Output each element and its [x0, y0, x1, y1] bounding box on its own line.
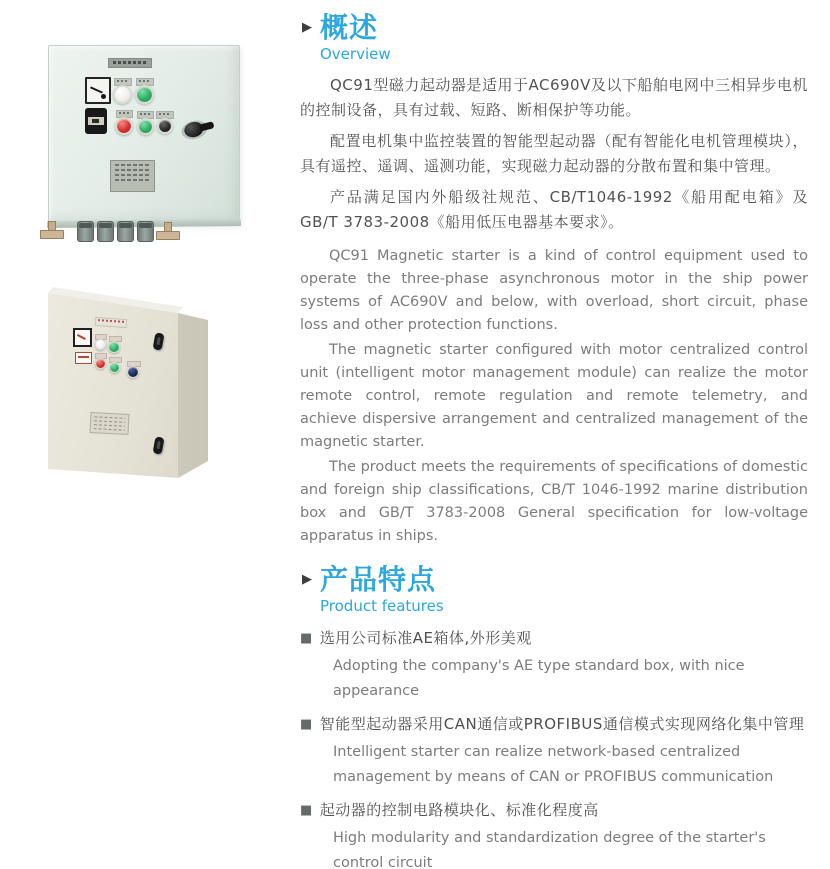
feature-zh-text: 选用公司标准AE箱体,外形美观 [319, 629, 532, 647]
product-photo-perspective-view [40, 275, 220, 487]
ammeter [73, 328, 92, 347]
feature-en-text: High modularity and standardization degree of the starter's control circuit [333, 830, 766, 869]
ammeter-needle [90, 86, 102, 93]
feature-zh-line [300, 797, 808, 824]
feature-item [300, 625, 808, 704]
overview-en-paragraph: The magnetic starter configured with motor centralized control unit (intelligent motor management module) can realize the motor remote control, remote regulation and remote telemetry, and achieve dispersive arrangement and centralized management of the magnetic starter. [300, 342, 808, 450]
power-indicator-lamp [113, 85, 132, 104]
feature-zh-text: 起动器的控制电路模块化、标准化程度高 [319, 801, 599, 819]
overview-heading [300, 12, 808, 63]
overview-zh-paragraph: 产品满足国内外船级社规范、CB/T1046-1992《船用配电箱》及GB/T 3783-2008《船用低压电器基本要求》。 [300, 188, 808, 231]
ammeter [85, 77, 111, 104]
cable-gland [117, 221, 134, 242]
feature-item [300, 711, 808, 790]
test-button [127, 366, 139, 378]
overview-english-paragraphs [300, 245, 808, 548]
stop-button [95, 358, 106, 369]
square-bullet-icon: ■ [300, 717, 313, 732]
features-title-en: Product features [320, 597, 444, 615]
square-bullet-icon: ■ [300, 631, 313, 646]
features-section [300, 564, 808, 869]
feature-en-text: Adopting the company's AE type standard box, with nice appearance [333, 658, 745, 699]
overview-en-paragraph: The product meets the requirements of specifications of domestic and foreign ship classifications, CB/T 1046-1992 marine distribution box and GB/T 3783-2008 General specification for low-voltage apparatus in ships. [300, 459, 808, 544]
stop-button [115, 117, 133, 135]
product-photo-front-view [36, 40, 276, 250]
ammeter-pivot [101, 94, 106, 99]
mounting-foot [40, 221, 62, 239]
power-indicator-lamp [95, 339, 106, 350]
start-button [109, 362, 120, 373]
overview-title-en: Overview [320, 45, 391, 63]
run-indicator-lamp [108, 341, 120, 353]
ammeter-needle [77, 334, 86, 340]
feature-zh-line [300, 711, 808, 738]
features-title-zh: 产品特点 [320, 563, 437, 596]
mounting-foot [156, 222, 178, 240]
overview-en-paragraph: QC91 Magnetic starter is a kind of control equipment used to operate the three-phase asynchronous motor in the ship power systems of AC690V and below, with overload, short circuit, phase loss and other protection functions. [300, 248, 808, 333]
test-button [157, 118, 173, 134]
feature-zh-text: 智能型起动器采用CAN通信或PROFIBUS通信模式实现网络化集中管理 [319, 715, 805, 733]
section-arrow-icon: ▶ [302, 572, 312, 587]
features-heading [300, 564, 808, 615]
overview-zh-paragraph: 配置电机集中监控装置的智能型起动器（配有智能化电机管理模块），具有遥控、遥调、遥测功能，实现磁力起动器的分散布置和集中管理。 [300, 132, 808, 175]
start-button [137, 118, 154, 135]
overview-chinese-paragraphs [300, 73, 808, 235]
cable-gland [137, 221, 154, 242]
feature-item [300, 797, 808, 869]
circuit-breaker-window [85, 108, 107, 134]
nameplate [89, 412, 129, 435]
content-column [300, 12, 808, 869]
overview-section [300, 12, 808, 548]
overview-zh-paragraph: QC91型磁力起动器是适用于AC690V及以下船舶电网中三相异步电机的控制设备，具有过载、短路、断相保护等功能。 [300, 76, 808, 119]
feature-zh-line [300, 625, 808, 652]
feature-en-text: Intelligent starter can realize network-based centralized management by means of CAN or PROFIBUS communication [333, 744, 774, 785]
nameplate [110, 160, 155, 192]
section-arrow-icon: ▶ [302, 20, 312, 35]
run-indicator-lamp [135, 85, 154, 104]
panel-title-label [108, 58, 152, 68]
overview-title-zh: 概述 [320, 11, 379, 44]
reset-window [75, 352, 92, 364]
square-bullet-icon: ■ [300, 803, 313, 818]
cable-gland [77, 221, 94, 242]
cable-gland [97, 221, 114, 242]
